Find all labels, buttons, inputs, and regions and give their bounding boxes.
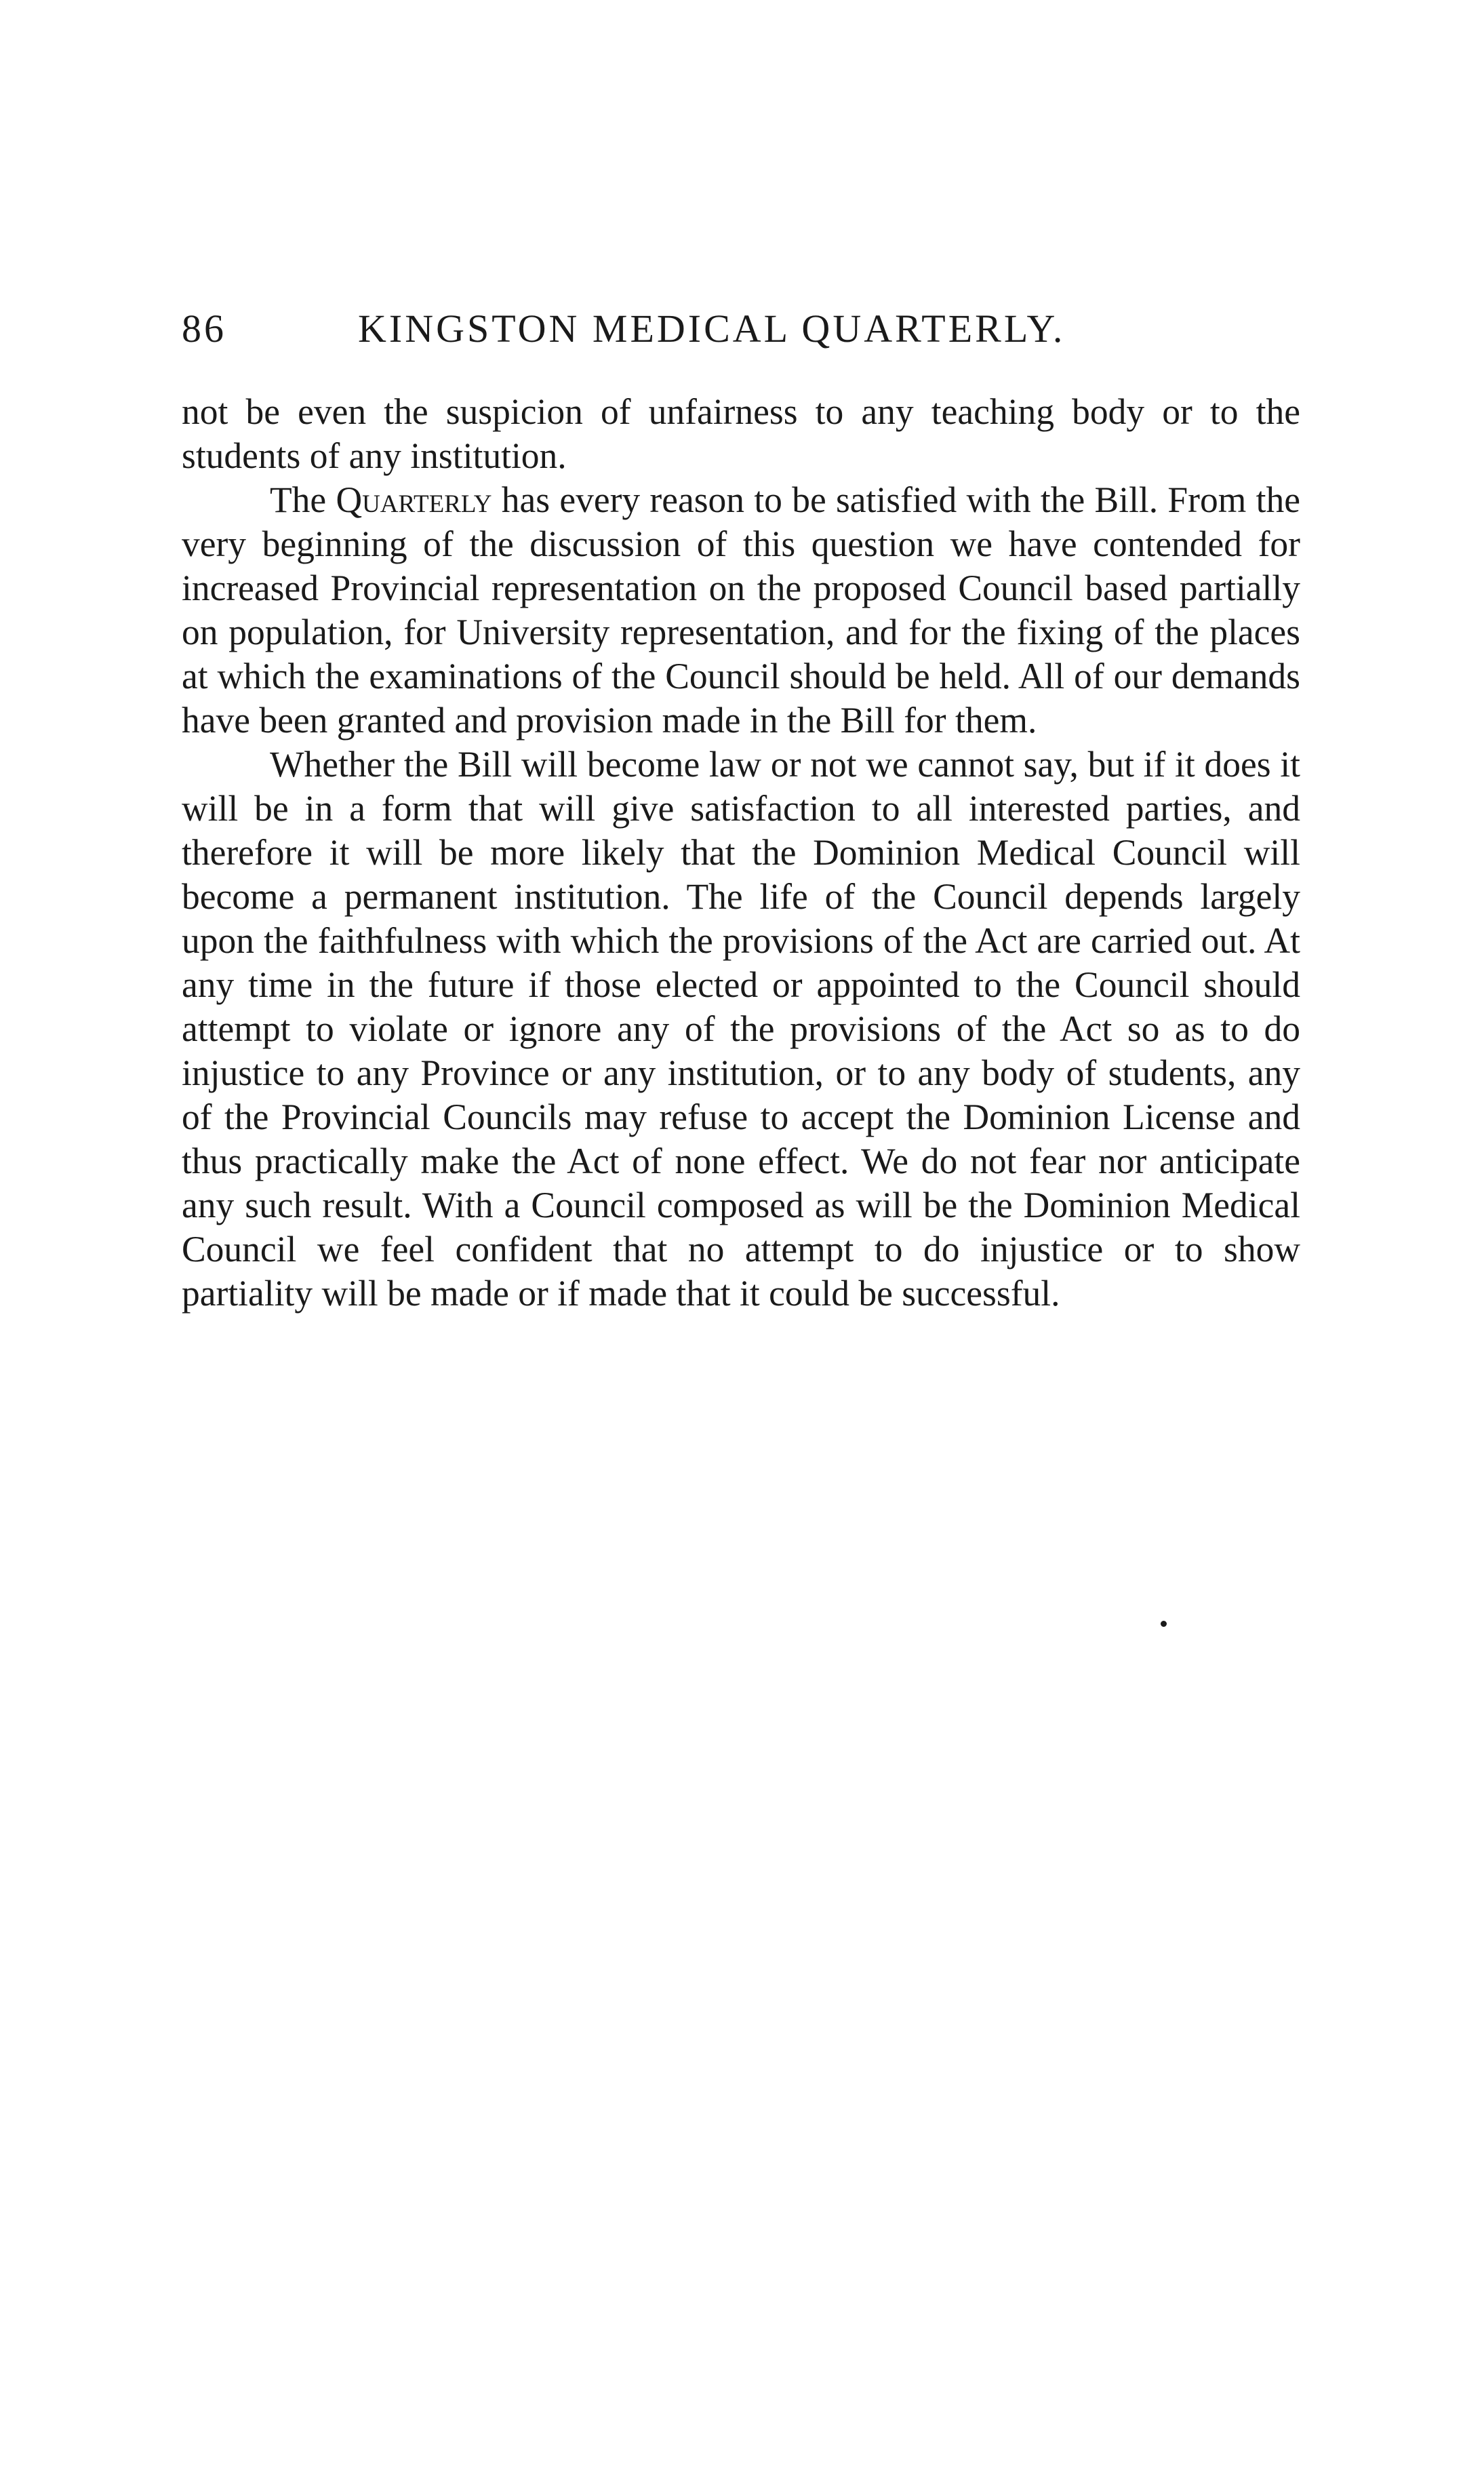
running-title: KINGSTON MEDICAL QUARTERLY. [358,307,1066,351]
paragraph-3 [182,743,1300,1316]
paragraph-2 [182,478,1300,743]
paragraph-1 [182,390,1300,478]
paragraph-2-start: The [270,479,336,520]
paragraph-2-rest: has every reason to be satisfied with the Bill. From the very beginning of the discussion of this question we have contended for increased Provincial representation on the proposed Council based partially on population, for University representation, and for the fixing of the places at which the examinations of the Council should be held. All of our demands have been granted and provision made in the Bill for them. [182,479,1300,741]
article-body [182,390,1300,1316]
print-speck [1161,1621,1167,1627]
page-number: 86 [182,307,226,351]
quarterly-smallcaps: Quarterly [336,479,492,520]
page-header [182,298,1321,359]
paragraph-1-text: not be even the suspicion of unfairness to any teaching body or to the students of any institution. [182,391,1300,476]
paragraph-3-text: Whether the Bill will become law or not we cannot say, but if it does it will be in a form that will give satisfaction to all interested parties, and therefore it will be more likely that the Dominion Medical Council will become a permanent institution. The life of the Council depends largely upon the faithfulness with which the provisions of the Act are carried out. At any time in the future if those elected or appointed to the Council should attempt to violate or ignore any of the provisions of the Act so as to do injustice to any Province or any institution, or to any body of students, any of the Provincial Councils may refuse to accept the Dominion License and thus practically make the Act of none effect. We do not fear nor anticipate any such result. With a Council composed as will be the Dominion Medical Council we feel confident that no attempt to do injustice or to show partiality will be made or if made that it could be successful. [182,744,1300,1314]
